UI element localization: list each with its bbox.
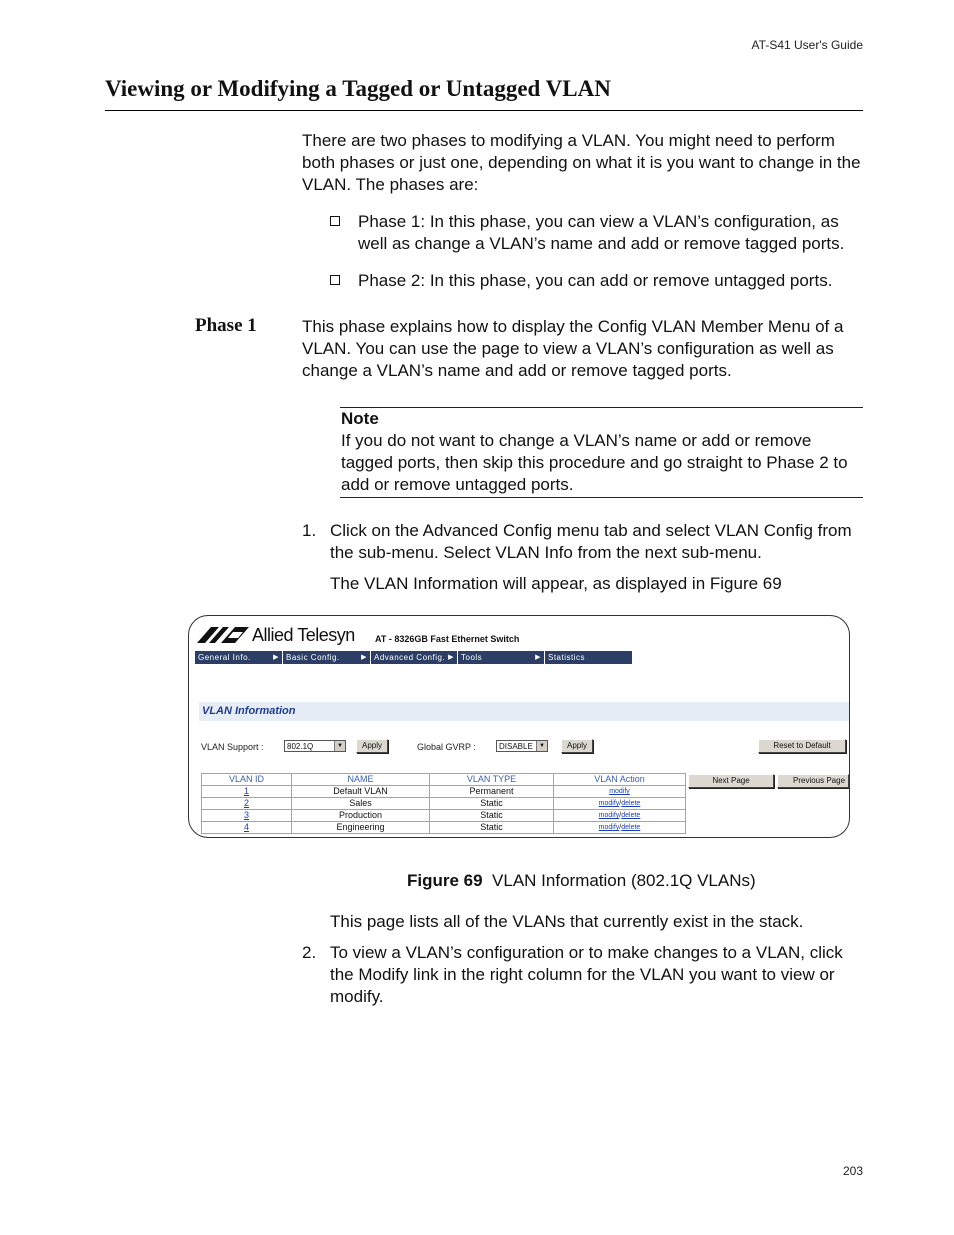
vlan-action-cell: [554, 822, 686, 834]
menu-tab-label: General Info.: [198, 653, 251, 662]
vlan-type-cell: Static: [430, 810, 554, 822]
column-header: VLAN TYPE: [430, 774, 554, 786]
vlan-id-link[interactable]: 2: [243, 798, 249, 808]
previous-page-button[interactable]: Previous Page: [777, 774, 849, 788]
vlan-name-cell: Engineering: [292, 822, 430, 834]
next-page-button[interactable]: Next Page: [688, 774, 774, 788]
bullet-text: Phase 1: In this phase, you can view a VLAN’s configuration, as well as change a VLAN’s name and add or remove tagged ports.: [358, 212, 845, 253]
table-row: [202, 822, 686, 834]
apply-button[interactable]: Apply: [356, 739, 388, 753]
vlan-type-cell: Permanent: [430, 786, 554, 798]
vlan-name-cell: Default VLAN: [292, 786, 430, 798]
vlan-id-cell: [202, 786, 292, 798]
modify-link[interactable]: modify: [598, 812, 620, 819]
vlan-table: [201, 773, 686, 834]
dropdown-arrow-icon: ▼: [536, 741, 547, 751]
vlan-support-label: VLAN Support :: [201, 742, 264, 752]
step-text: To view a VLAN’s configuration or to make changes to a VLAN, click the Modify link in the right column for the VLAN you want to view or modify.: [330, 943, 843, 1006]
select-value: DISABLE: [499, 742, 533, 751]
column-header: VLAN ID: [202, 774, 292, 786]
vlan-support-select[interactable]: [284, 740, 346, 752]
arrow-right-icon: ▶: [448, 654, 454, 661]
dropdown-arrow-icon: ▼: [334, 741, 345, 751]
running-header: AT-S41 User's Guide: [751, 38, 863, 52]
figure-caption-text: VLAN Information (802.1Q VLANs): [492, 871, 756, 890]
modify-link[interactable]: modify: [598, 824, 620, 831]
note-rule-top: [340, 407, 863, 408]
arrow-right-icon: ▶: [361, 654, 367, 661]
menu-tab-statistics[interactable]: [545, 651, 633, 664]
checkbox-bullet-icon: [330, 216, 340, 226]
checkbox-bullet-icon: [330, 275, 340, 285]
vlan-type-cell: Static: [430, 822, 554, 834]
panel-title-bar: [199, 702, 849, 721]
note-rule-bottom: [340, 497, 863, 498]
bullet-phase-1: [330, 211, 864, 255]
modify-link[interactable]: modify: [598, 800, 620, 807]
figure-followup-text: This page lists all of the VLANs that currently exist in the stack.: [330, 912, 804, 931]
delete-link[interactable]: delete: [621, 824, 641, 831]
delete-link[interactable]: delete: [621, 812, 641, 819]
table-header-row: [202, 774, 686, 786]
page-number: 203: [842, 1164, 863, 1178]
apply-gvrp-button[interactable]: Apply: [561, 739, 593, 753]
vlan-id-cell: [202, 798, 292, 810]
step-number: 2.: [302, 943, 317, 962]
arrow-right-icon: ▶: [535, 654, 541, 661]
menu-tab-general-info[interactable]: [195, 651, 283, 664]
menu-tab-label: Basic Config.: [286, 653, 340, 662]
menu-tab-basic-config[interactable]: [283, 651, 371, 664]
menu-tab-label: Tools: [461, 653, 483, 662]
menu-tab-label: Statistics: [548, 653, 586, 662]
vlan-id-cell: [202, 810, 292, 822]
vlan-info-screenshot: [188, 615, 850, 838]
figure-caption: [407, 871, 756, 891]
delete-link[interactable]: delete: [621, 800, 641, 807]
intro-paragraph: There are two phases to modifying a VLAN. You might need to perform both phases or just one, depending on what it is you want to change in the VLAN. The phases are:: [302, 131, 861, 194]
brand-name: Allied Telesyn: [252, 624, 355, 645]
brand-logo: [197, 626, 355, 644]
phase-heading: Phase 1: [195, 315, 257, 336]
section-title: Viewing or Modifying a Tagged or Untagged VLAN: [105, 76, 611, 101]
allied-telesyn-logo-icon: [197, 627, 249, 643]
bullet-phase-2: [330, 270, 864, 292]
modify-link[interactable]: modify: [609, 788, 630, 795]
vlan-action-cell: [554, 810, 686, 822]
note-title: Note: [341, 409, 379, 428]
arrow-right-icon: ▶: [273, 654, 279, 661]
vlan-type-cell: Static: [430, 798, 554, 810]
global-gvrp-label: Global GVRP :: [417, 742, 476, 752]
vlan-id-cell: [202, 822, 292, 834]
column-header: VLAN Action: [554, 774, 686, 786]
menu-tab-label: Advanced Config.: [374, 653, 446, 662]
menu-tab-tools[interactable]: [458, 651, 545, 664]
step-note: The VLAN Information will appear, as displayed in Figure 69: [330, 574, 782, 593]
vlan-action-cell: [554, 798, 686, 810]
select-value: 802.1Q: [287, 742, 314, 751]
vlan-action-cell: [554, 786, 686, 798]
step-text: Click on the Advanced Config menu tab and select VLAN Config from the sub-menu. Select VLAN Info from the next sub-menu.: [330, 521, 852, 562]
vlan-id-link[interactable]: 3: [243, 810, 249, 820]
menu-tab-advanced-config[interactable]: [371, 651, 458, 664]
action-separator: /: [619, 800, 622, 807]
step-number: 1.: [302, 521, 317, 540]
vlan-id-link[interactable]: 1: [243, 786, 249, 796]
table-row: [202, 798, 686, 810]
bullet-text: Phase 2: In this phase, you can add or remove untagged ports.: [358, 271, 833, 290]
table-row: [202, 786, 686, 798]
vlan-name-cell: Production: [292, 810, 430, 822]
action-separator: /: [619, 812, 622, 819]
section-rule: [105, 110, 863, 111]
phase-paragraph: This phase explains how to display the Config VLAN Member Menu of a VLAN. You can use the page to view a VLAN’s configuration as well as change a VLAN’s name and add or remove tagged ports.: [302, 317, 844, 380]
figure-label: Figure 69: [407, 871, 483, 890]
reset-to-default-button[interactable]: Reset to Default: [758, 739, 846, 753]
menu-bar: [195, 651, 633, 664]
note-text: If you do not want to change a VLAN’s name or add or remove tagged ports, then skip this procedure and go straight to Phase 2 to add or remove untagged ports.: [341, 431, 848, 494]
table-row: [202, 810, 686, 822]
panel-title: VLAN Information: [202, 705, 296, 717]
vlan-name-cell: Sales: [292, 798, 430, 810]
model-name: AT - 8326GB Fast Ethernet Switch: [375, 634, 520, 644]
column-header: NAME: [292, 774, 430, 786]
action-separator: /: [619, 824, 622, 831]
global-gvrp-select[interactable]: [496, 740, 548, 752]
vlan-id-link[interactable]: 4: [243, 822, 249, 832]
